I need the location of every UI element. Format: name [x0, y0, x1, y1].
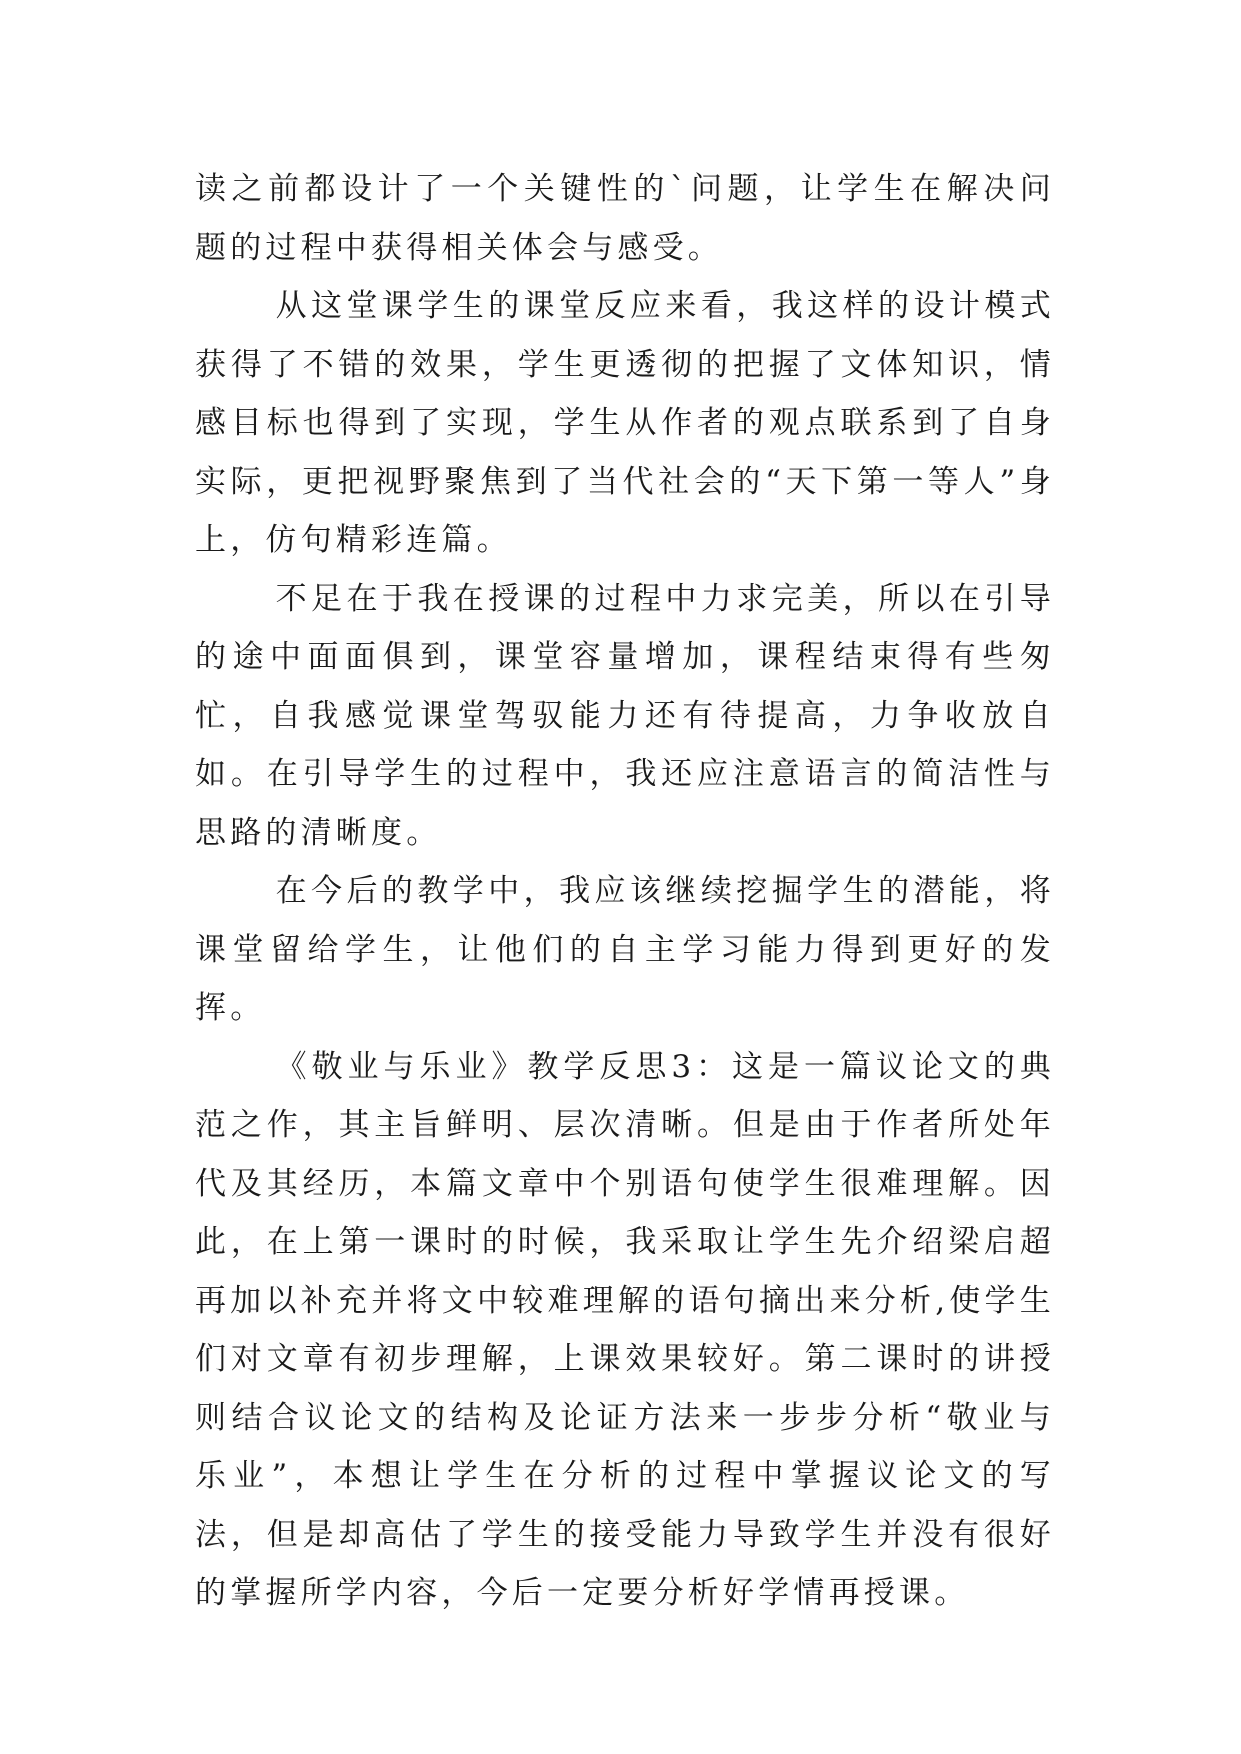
- paragraph-3: 不足在于我在授课的过程中力求完美，所以在引导的途中面面俱到，课堂容量增加，课程结束得有些匆忙，自我感觉课堂驾驭能力还有待提高，力争收放自如。在引导学生的过程中，我还应注意语言的简洁性与思路的清晰度。: [195, 580, 1055, 851]
- paragraph-1: 读之前都设计了一个关键性的`问题，让学生在解决问题的过程中获得相关体会与感受。: [195, 171, 1055, 266]
- paragraph-4: 在今后的教学中，我应该继续挖掘学生的潜能，将课堂留给学生，让他们的自主学习能力得到更好的发挥。: [195, 873, 1055, 1026]
- paragraph-5: 《敬业与乐业》教学反思3：这是一篇议论文的典范之作，其主旨鲜明、层次清晰。但是由于作者所处年代及其经历，本篇文章中个别语句使学生很难理解。因此，在上第一课时的时候，我采取让学生先介绍梁启超再加以补充并将文中较难理解的语句摘出来分析,使学生们对文章有初步理解，上课效果较好。第二课时的讲授则结合议论文的结构及论证方法来一步步分析“敬业与乐业”，本想让学生在分析的过程中掌握议论文的写法，但是却高估了学生的接受能力导致学生并没有很好的掌握所学内容，今后一定要分析好学情再授课。: [195, 1048, 1055, 1611]
- paragraph-2: 从这堂课学生的课堂反应来看，我这样的设计模式获得了不错的效果，学生更透彻的把握了文体知识，情感目标也得到了实现，学生从作者的观点联系到了自身实际，更把视野聚焦到了当代社会的“天下第一等人”身上，仿句精彩连篇。: [195, 288, 1055, 558]
- document-page: [195, 160, 1055, 1623]
